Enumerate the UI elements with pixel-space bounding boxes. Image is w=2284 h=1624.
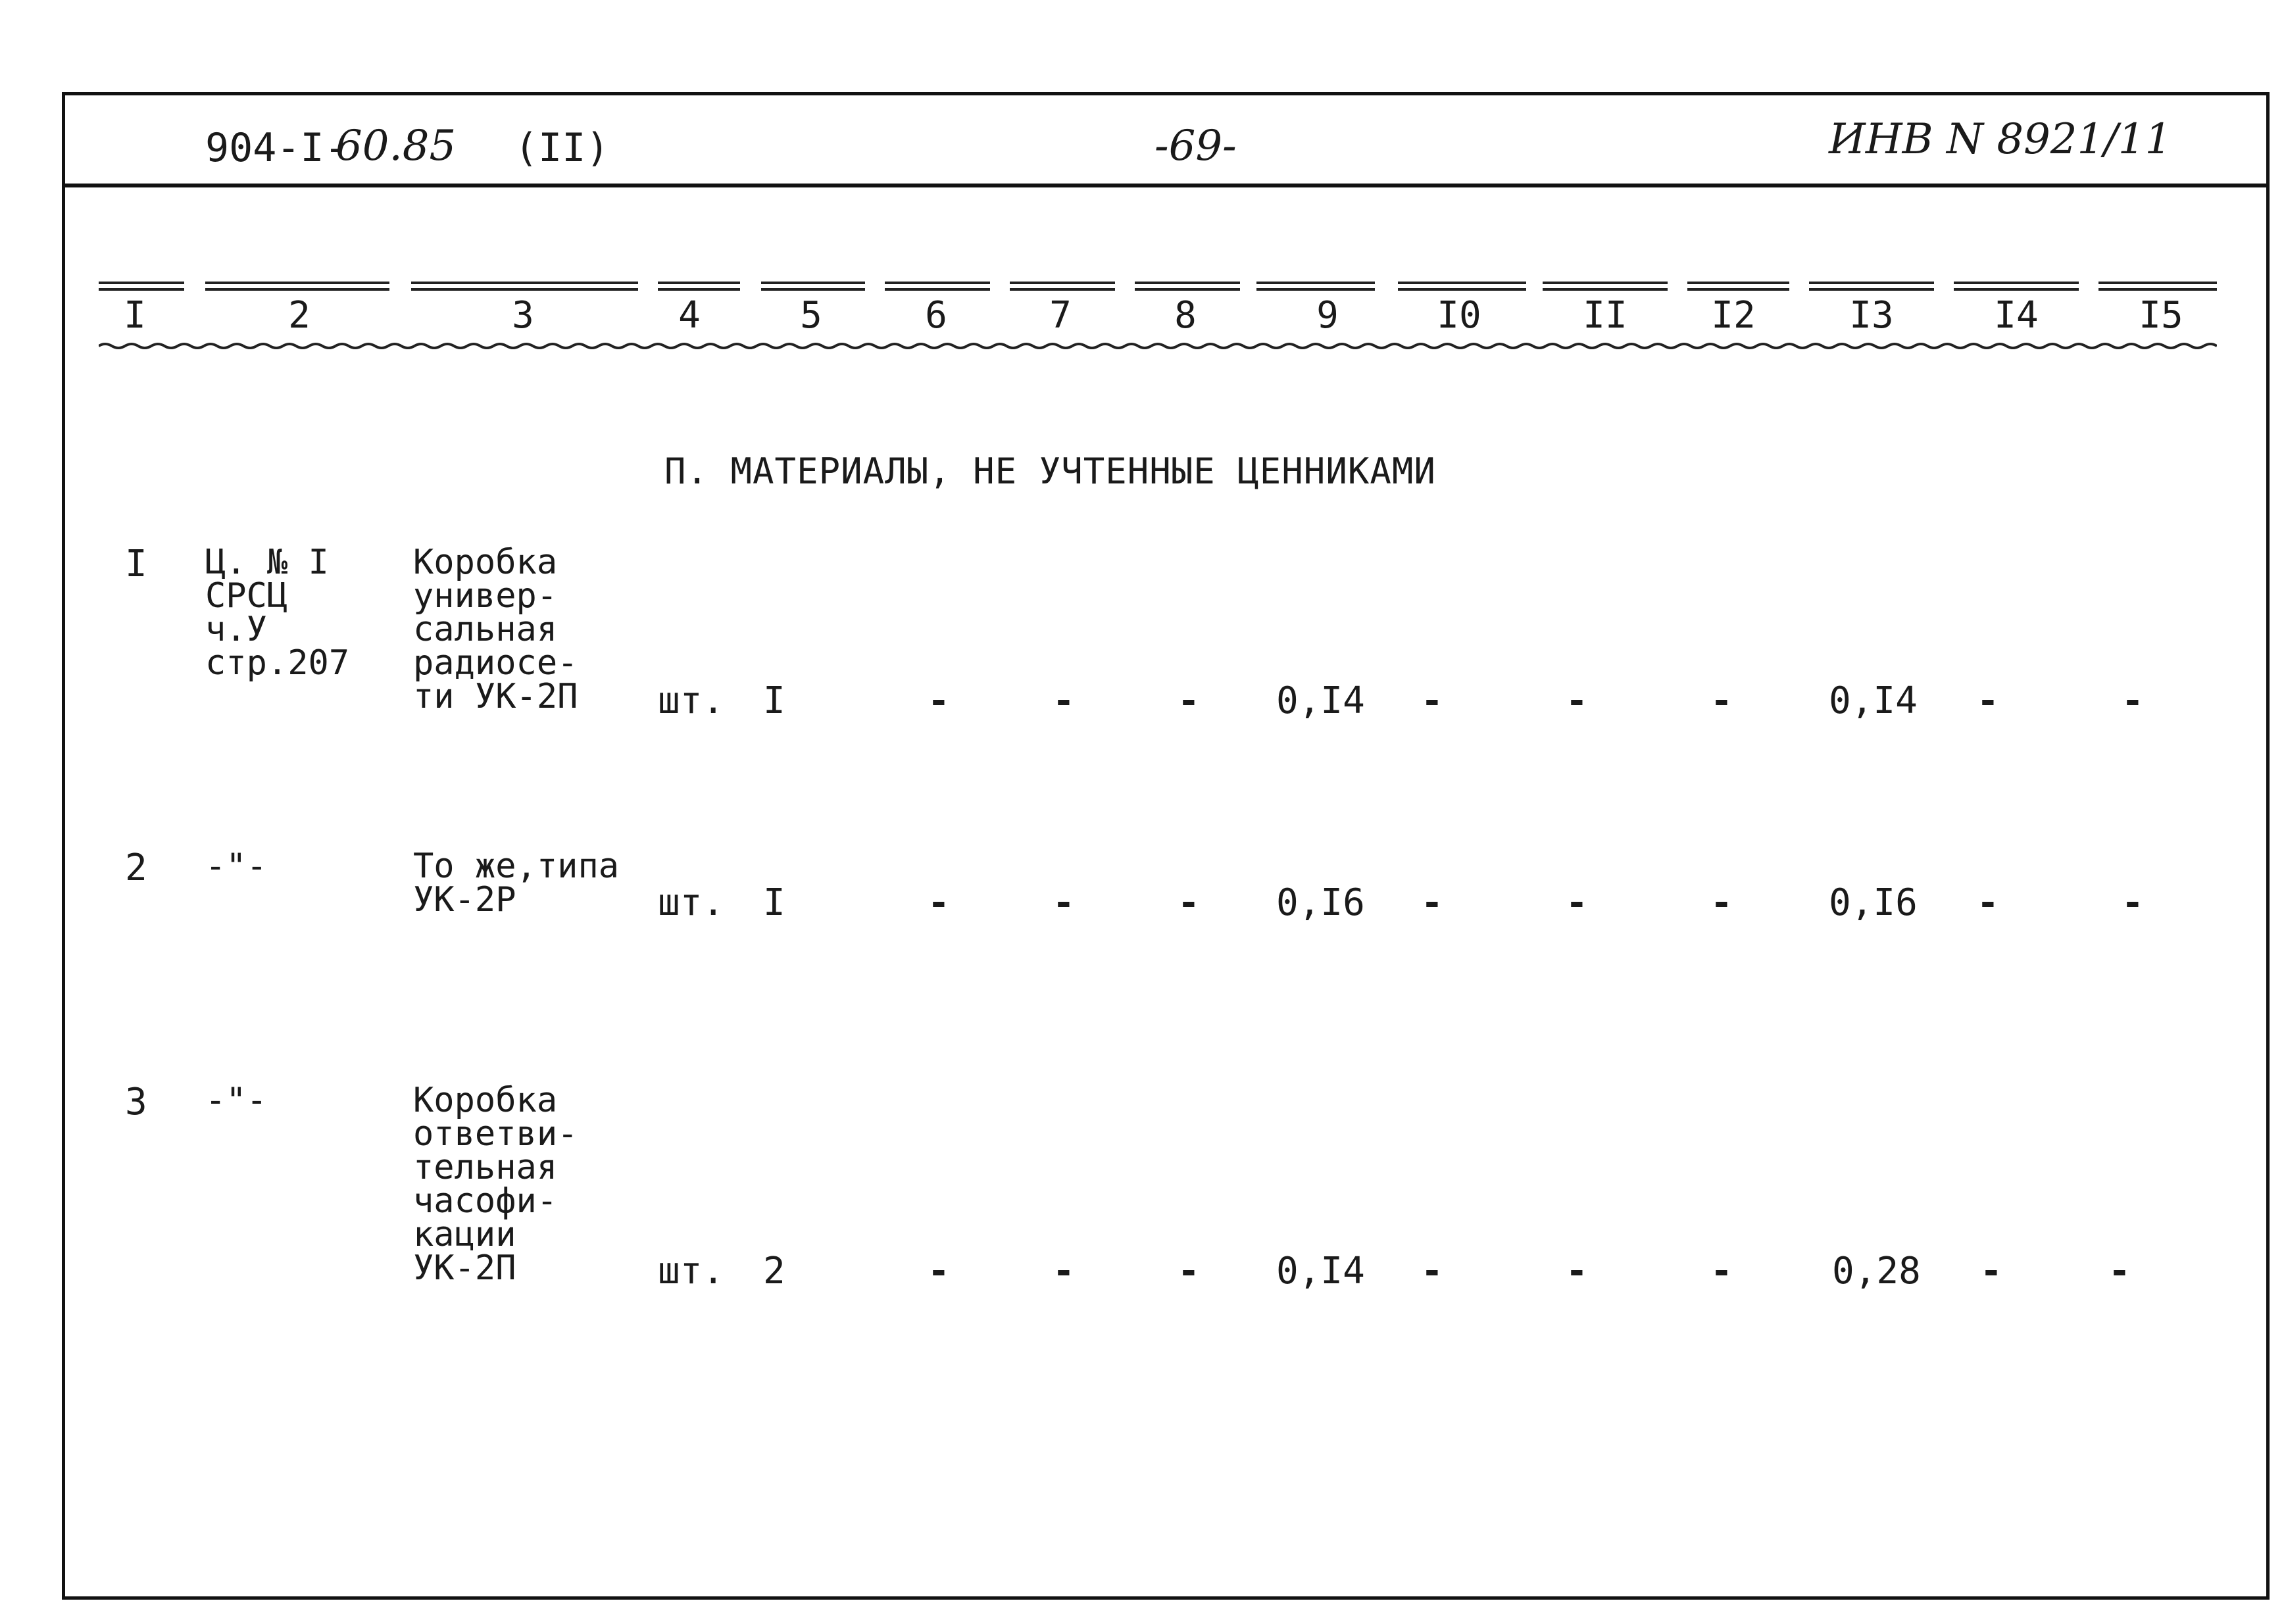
row-quantity: I (763, 881, 785, 924)
column-rule (205, 282, 389, 291)
column-number: I2 (1711, 294, 1756, 337)
row-reference: Ц. № I СРСЦ ч.У стр.207 (205, 543, 350, 683)
row-col9: 0,I4 (1276, 679, 1365, 722)
inventory-number: ИНВ N 8921/11 (1829, 115, 2172, 164)
row-col13: 0,28 (1832, 1250, 1921, 1292)
row-col7: - (1053, 881, 1075, 924)
column-rule (885, 282, 990, 291)
row-col7: - (1053, 679, 1075, 722)
column-number: 4 (678, 294, 701, 337)
row-unit: шт. (658, 679, 725, 722)
row-number: 3 (125, 1081, 147, 1123)
row-col13: 0,I6 (1829, 881, 1918, 924)
page-number: -69- (1154, 122, 1237, 170)
row-col6: - (928, 1250, 950, 1292)
row-col12: - (1710, 679, 1733, 722)
column-rule (1954, 282, 2079, 291)
column-number: I (124, 294, 146, 337)
column-number: I3 (1849, 294, 1894, 337)
row-col9: 0,I6 (1276, 881, 1365, 924)
doc-code: 904-I- (205, 125, 348, 171)
column-number: 3 (512, 294, 534, 337)
column-rule (1687, 282, 1789, 291)
row-col14: - (1977, 679, 1999, 722)
column-rule (761, 282, 865, 291)
column-number: II (1583, 294, 1627, 337)
column-rule (1010, 282, 1115, 291)
row-col12: - (1710, 1250, 1733, 1292)
column-rule (1256, 282, 1375, 291)
row-col6: - (928, 679, 950, 722)
row-col9: 0,I4 (1276, 1250, 1365, 1292)
row-quantity: 2 (763, 1250, 785, 1292)
row-col10: - (1421, 881, 1443, 924)
column-number: 9 (1316, 294, 1339, 337)
header-wavy-rule (99, 341, 2217, 354)
doc-part: (II) (514, 125, 610, 171)
column-number: I4 (1994, 294, 2039, 337)
column-number: I0 (1437, 294, 1481, 337)
row-item-name: То же,типа УК-2Р (413, 847, 620, 920)
column-number: 5 (800, 294, 822, 337)
row-item-name: Коробка ответви- тельная часофи- кации УК-2П (413, 1081, 578, 1288)
row-reference: -"- (205, 847, 267, 886)
column-rule (1398, 282, 1526, 291)
column-rule (99, 282, 184, 291)
row-number: 2 (125, 847, 147, 889)
column-number: 7 (1049, 294, 1072, 337)
header-rule (62, 184, 2270, 187)
row-col11: - (1566, 881, 1588, 924)
row-col12: - (1710, 881, 1733, 924)
row-col10: - (1421, 1250, 1443, 1292)
row-col6: - (928, 881, 950, 924)
row-col15: - (2108, 1250, 2131, 1292)
doc-code-handwritten: 60.85 (335, 122, 457, 170)
column-number: I5 (2139, 294, 2183, 337)
column-rule (1543, 282, 1668, 291)
row-col15: - (2122, 881, 2144, 924)
row-quantity: I (763, 679, 785, 722)
row-col10: - (1421, 679, 1443, 722)
row-item-name: Коробка универ- сальная радиосе- ти УК-2П (413, 543, 578, 716)
section-title: П. МАТЕРИАЛЫ, НЕ УЧТЕННЫЕ ЦЕННИКАМИ (664, 451, 1436, 492)
column-number: 8 (1174, 294, 1197, 337)
row-unit: шт. (658, 1250, 725, 1292)
row-col14: - (1980, 1250, 2002, 1292)
row-col8: - (1178, 679, 1200, 722)
row-col13: 0,I4 (1829, 679, 1918, 722)
row-col7: - (1053, 1250, 1075, 1292)
column-rule (658, 282, 740, 291)
row-col8: - (1178, 881, 1200, 924)
column-number: 6 (925, 294, 947, 337)
row-col11: - (1566, 1250, 1588, 1292)
row-col11: - (1566, 679, 1588, 722)
row-col8: - (1178, 1250, 1200, 1292)
column-rule (1809, 282, 1934, 291)
column-number: 2 (288, 294, 310, 337)
column-rule (411, 282, 638, 291)
column-rule (1135, 282, 1240, 291)
row-number: I (125, 543, 147, 585)
row-reference: -"- (205, 1081, 267, 1120)
column-rule (2098, 282, 2217, 291)
row-col15: - (2122, 679, 2144, 722)
row-col14: - (1977, 881, 1999, 924)
row-unit: шт. (658, 881, 725, 924)
